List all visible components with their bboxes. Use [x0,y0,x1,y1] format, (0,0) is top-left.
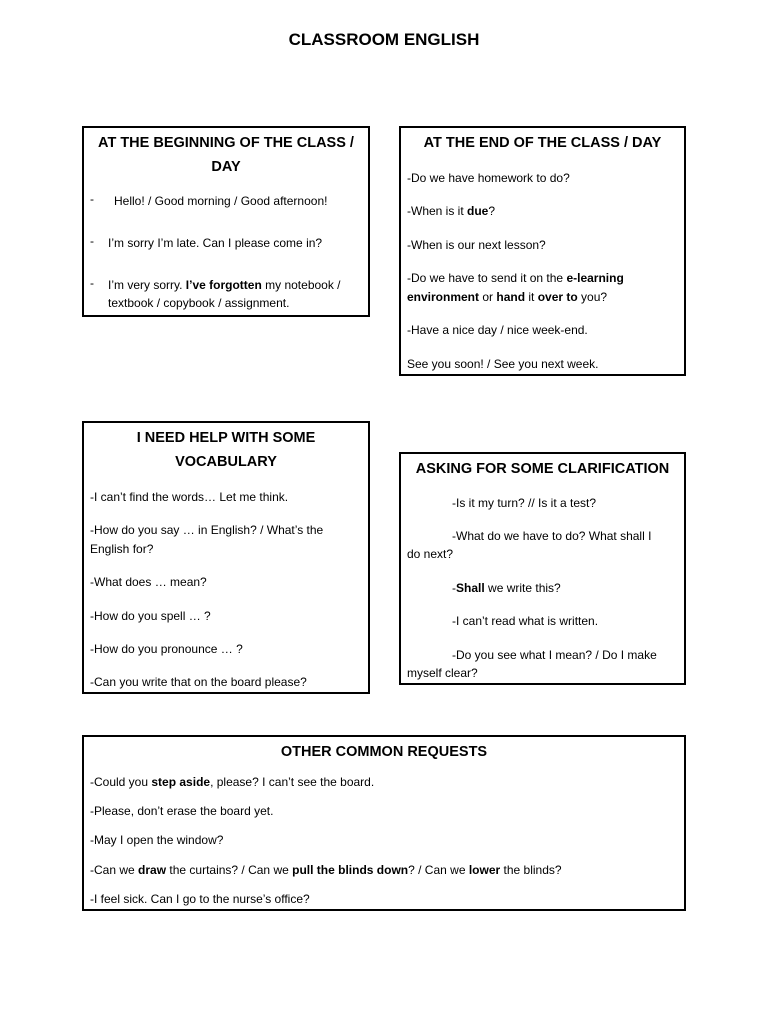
list-item: -Please, don’t erase the board yet. [90,804,274,818]
text-run: you? [577,290,608,304]
list-item: -What does … mean? [90,575,207,589]
text-run: -Do we have to send it on the [407,271,567,285]
text-run: , please? I can’t see the board. [210,775,375,789]
box-title: OTHER COMMON REQUESTS [280,744,488,760]
box-title [84,131,368,179]
box-title: AT THE END OF THE CLASS / DAY [423,135,662,151]
box-title: ASKING FOR SOME CLARIFICATION [415,461,670,477]
text-run: the curtains? / Can we [166,863,293,877]
list-item [407,269,624,287]
bold-text: environment [407,290,480,304]
box-title-line-2: VOCABULARY [175,454,277,470]
bold-text: draw [138,863,167,877]
bold-text: pull the blinds down [292,863,409,877]
box-title [84,426,368,474]
bold-text: over to [537,290,578,304]
list-item [90,861,562,879]
text-run: we write this? [484,581,561,595]
list-item: Hello! / Good morning / Good afternoon! [114,194,328,208]
bold-text: step aside [151,775,211,789]
text-run: - [452,581,456,595]
text-run: or [479,290,497,304]
vocabulary-help-box [82,421,370,694]
list-item: -I feel sick. Can I go to the nurse’s office? [90,892,310,906]
text-run: it [525,290,538,304]
list-item-continued [407,288,607,306]
box-title-line-1: AT THE BEGINNING OF THE CLASS / [98,135,354,151]
box-title-line-2: DAY [211,159,241,175]
list-item-continued: English for? [90,542,154,556]
list-item: -How do you say … in English? / What’s the [90,523,324,537]
box-title-line-1: I NEED HELP WITH SOME [136,430,316,446]
other-requests-box [82,735,686,911]
end-of-class-box [399,126,686,376]
list-item: -I can’t read what is written. [452,614,599,628]
beginning-of-class-box [82,126,370,317]
text-run: -When is it [407,204,468,218]
bold-text: due [467,204,489,218]
bold-text: hand [496,290,526,304]
bold-text: Shall [456,581,485,595]
list-item: -How do you pronounce … ? [90,642,243,656]
list-item: -Is it my turn? // Is it a test? [452,496,597,510]
list-item: -Do you see what I mean? / Do I make [452,648,657,662]
list-bullet: - [90,192,94,206]
list-item [452,579,561,597]
page-title: CLASSROOM ENGLISH [288,30,480,49]
list-item [90,773,374,791]
list-item: -What do we have to do? What shall I [452,529,652,543]
list-item [108,276,341,294]
clarification-box [399,452,686,685]
list-item [407,202,495,220]
text-run: -Could you [90,775,152,789]
bold-text: lower [468,863,501,877]
list-item: -Have a nice day / nice week-end. [407,323,588,337]
list-item-continued: do next? [407,547,454,561]
list-item: -I can’t find the words… Let me think. [90,490,289,504]
text-run: -Can we [90,863,139,877]
list-item: -May I open the window? [90,833,224,847]
list-item: -Do we have homework to do? [407,171,570,185]
list-item: -How do you spell … ? [90,609,211,623]
text-run: ? [488,204,496,218]
list-bullet: - [90,234,94,248]
text-run: my notebook / [261,278,341,292]
list-item: -Can you write that on the board please? [90,675,307,689]
list-item: I’m sorry I’m late. Can I please come in? [108,236,323,250]
text-run: I’m very sorry. [108,278,186,292]
bold-text: I’ve forgotten [185,278,262,292]
list-item-continued: textbook / copybook / assignment. [108,296,290,310]
list-item-continued: myself clear? [407,666,478,680]
list-item: -When is our next lesson? [407,238,546,252]
text-run: ? / Can we [408,863,469,877]
bold-text: e-learning [566,271,624,285]
text-run: the blinds? [500,863,562,877]
list-bullet: - [90,276,94,290]
list-item: See you soon! / See you next week. [407,357,599,371]
